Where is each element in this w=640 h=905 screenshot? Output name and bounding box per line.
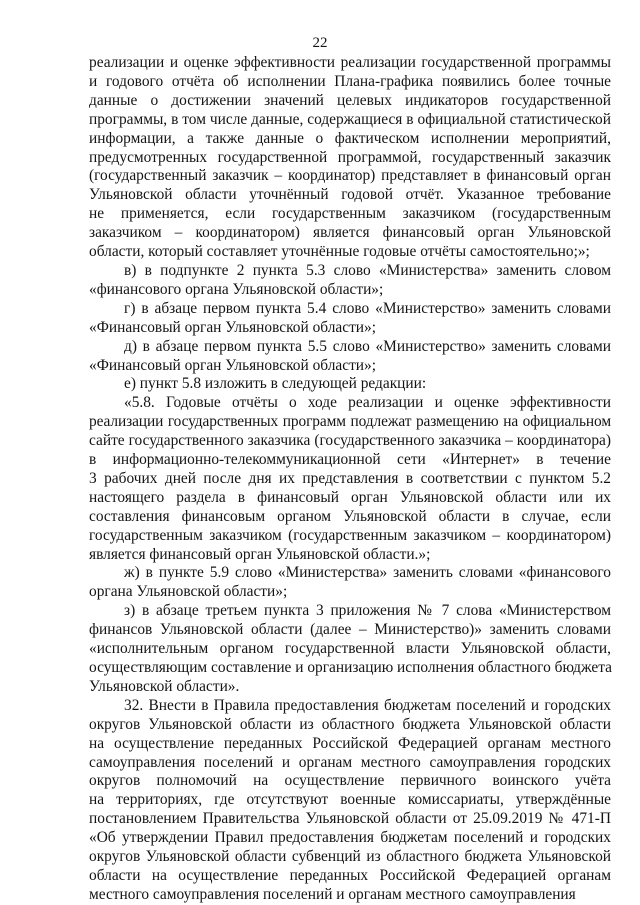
paragraph-p7 [89,564,611,602]
text-line: информации, а также данные о фактическом исполнении мероприятий, [89,129,611,147]
text-line: реализации и оценке эффективности реализации государственной программы [89,54,611,71]
text-line: «Финансовый орган Ульяновской области»; [89,318,377,336]
text-line: ж) в пункте 5.9 слово «Министерства» заменить словами «финансового [124,564,611,582]
text-line: финансов Ульяновской области (далее – Министерство)» заменить словами [89,621,611,639]
text-line: 32. Внести в Правила предоставления бюджетам поселений и городских [124,696,611,714]
text-line: постановлением Правительства Ульяновской области от 25.09.2019 № 471-П [89,810,611,828]
text-line: государственным заказчиком (государственным заказчиком – координатором) [89,526,611,544]
text-line: заказчиком – координатором) является финансовый орган Ульяновской [89,224,611,242]
text-line: на территориях, где отсутствуют военные комиссариаты, утверждённые [89,791,611,809]
text-line: «исполнительным органом государственной власти Ульяновской области, [89,640,611,658]
paragraph-p3 [89,300,611,338]
document-body [89,54,611,905]
text-line: д) в абзаце первом пункта 5.5 слово «Министерство» заменить словами [124,337,611,355]
page-number: 22 [312,35,328,51]
text-line: округов Ульяновской области из областного бюджета Ульяновской области [89,715,611,733]
paragraph-p1 [89,54,611,262]
text-line: данные о достижении значений целевых индикаторов государственной [89,91,611,109]
text-line: в) в подпункте 2 пункта 5.3 слово «Министерства» заменить словом [124,261,611,279]
text-line: «финансового органа Ульяновской области»; [89,280,384,298]
text-line: г) в абзаце первом пункта 5.4 слово «Министерство» заменить словами [124,299,611,317]
text-line: предусмотренных государственной программой, государственный заказчик [89,148,611,166]
text-line: сайте государственного заказчика (государственного заказчика – координатора) [89,432,611,450]
text-line: округов полномочий на осуществление первичного воинского учёта [89,772,611,790]
text-line: «Об утверждении Правил предоставления бюджетам поселений и городских [89,829,611,847]
text-line: самоуправления поселений и органам местного самоуправления городских [89,753,611,771]
text-line: составления финансовым органом Ульяновской области в случае, если [89,507,611,525]
text-line: «Финансовый орган Ульяновской области»; [89,356,377,374]
text-line: осуществляющим составление и организацию исполнения областного бюджета [89,659,612,676]
text-line: в информационно-телекоммуникационной сети «Интернет» в течение [89,451,611,469]
text-line: не применяется, если государственным заказчиком (государственным [89,205,611,223]
text-line: на осуществление переданных Российской Федерацией органам местного [89,734,611,752]
paragraph-p2 [89,262,611,300]
paragraph-p9 [89,697,611,905]
text-line: области, который составляет уточнённые годовые отчёты самостоятельно;»; [89,243,590,261]
text-line: «5.8. Годовые отчёты о ходе реализации и оценке эффективности [124,394,611,412]
text-line: Ульяновской области». [89,677,240,695]
paragraph-p8 [89,602,611,697]
paragraph-p6 [89,394,611,564]
text-line: (государственный заказчик – координатор) представляет в финансовый орган [89,167,611,185]
text-line: органа Ульяновской области»; [89,583,288,601]
text-line: настоящего раздела в финансовый орган Ульяновской области или их [89,488,611,506]
text-line: и годового отчёта об исполнении Плана-графика появились более точные [89,72,611,90]
text-line: является финансовый орган Ульяновской области.»; [89,545,431,563]
text-line: Ульяновской области уточнённый годовой отчёт. Указанное требование [89,186,611,204]
paragraph-p4 [89,338,611,376]
text-line: е) пункт 5.8 изложить в следующей редакции: [124,375,427,393]
text-line: з) в абзаце третьем пункта 3 приложения № 7 слова «Министерством [124,602,611,620]
text-line: программы, в том числе данные, содержащиеся в официальной статистической [89,110,611,128]
text-line: 3 рабочих дней после дня их представления в соответствии с пунктом 5.2 [89,469,611,487]
text-line: округов Ульяновской области субвенций из областного бюджета Ульяновской [89,848,611,866]
text-line: местного самоуправления поселений и органам местного самоуправления [89,885,576,903]
text-line: реализации государственных программ подлежат размещению на официальном [89,413,611,431]
text-line: области на осуществление переданных Российской Федерацией органам [89,866,611,884]
paragraph-p5 [89,375,611,394]
